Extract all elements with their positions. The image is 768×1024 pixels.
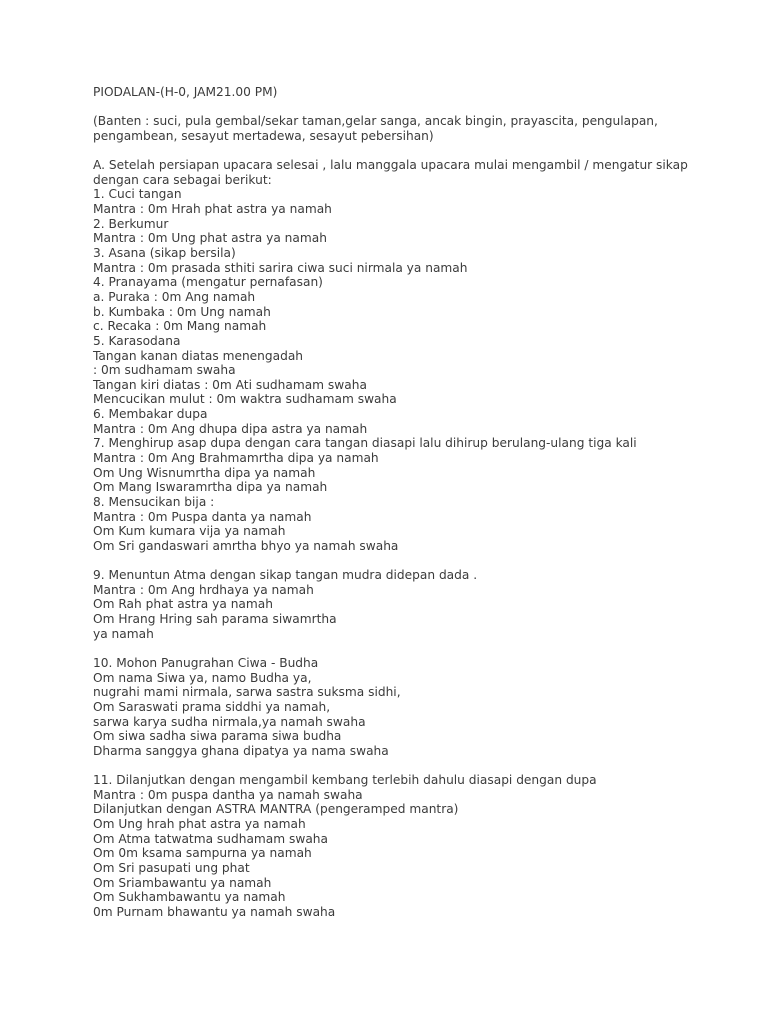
text-line: Tangan kanan diatas menengadah [93, 348, 304, 363]
text-line: Om Saraswati prama siddhi ya namah, [93, 699, 331, 714]
text-line: Mantra : 0m Puspa danta ya namah [93, 509, 312, 524]
text-line: 9. Menuntun Atma dengan sikap tangan mudra didepan dada . [93, 568, 478, 583]
text-line: Om Kum kumara vija ya namah [93, 524, 286, 539]
text-line: Mantra : 0m Ung phat astra ya namah [93, 231, 327, 246]
text-line: a. Puraka : 0m Ang namah [93, 289, 256, 304]
text-line: ya namah [93, 626, 154, 641]
text-line: Mantra : 0m Ang dhupa dipa astra ya namah [93, 421, 368, 436]
blank-line [93, 554, 733, 569]
text-line: 8. Mensucikan bija : [93, 494, 215, 509]
text-line: 4. Pranayama (mengatur pernafasan) [93, 275, 323, 290]
text-line: 6. Membakar dupa [93, 407, 208, 422]
text-line: sarwa karya sudha nirmala,ya namah swaha [93, 714, 366, 729]
text-line: Dilanjutkan dengan ASTRA MANTRA (pengeramped mantra) [93, 802, 459, 817]
blank-line [93, 758, 733, 773]
text-line: Om Atma tatwatma sudhamam swaha [93, 831, 328, 846]
text-line: pengambean, sesayut mertadewa, sesayut pebersihan) [93, 128, 434, 143]
text-line: Om Sri pasupati ung phat [93, 860, 250, 875]
text-line: Tangan kiri diatas : 0m Ati sudhamam swaha [93, 377, 367, 392]
text-line: PIODALAN-(H-0, JAM21.00 PM) [93, 85, 278, 99]
text-line: 3. Asana (sikap bersila) [93, 246, 236, 261]
blank-line [93, 641, 733, 656]
text-line: Om Sri gandaswari amrtha bhyo ya namah swaha [93, 538, 399, 553]
text-line: Om Sriambawantu ya namah [93, 875, 272, 890]
text-line: 5. Karasodana [93, 333, 181, 348]
text-line: Mantra : 0m Ang hrdhaya ya namah [93, 582, 314, 597]
text-line: c. Recaka : 0m Mang namah [93, 319, 267, 334]
text-line: Mencucikan mulut : 0m waktra sudhamam swaha [93, 392, 397, 407]
text-line: : 0m sudhamam swaha [93, 363, 236, 378]
text-line: Om Rah phat astra ya namah [93, 597, 273, 612]
text-line: Mantra : 0m puspa dantha ya namah swaha [93, 787, 363, 802]
text-line: 7. Menghirup asap dupa dengan cara tangan diasapi lalu dihirup berulang-ulang tiga kali [93, 436, 637, 451]
text-line: dengan cara sebagai berikut: [93, 172, 272, 187]
text-line: b. Kumbaka : 0m Ung namah [93, 304, 271, 319]
blank-line [93, 100, 733, 115]
blank-line [93, 144, 733, 159]
text-line: Om Ung hrah phat astra ya namah [93, 817, 306, 832]
text-line: A. Setelah persiapan upacara selesai , lalu manggala upacara mulai mengambil / mengatur sikap [93, 158, 688, 173]
text-line: 0m Purnam bhawantu ya namah swaha [93, 904, 336, 919]
text-line: Mantra : 0m Hrah phat astra ya namah [93, 202, 332, 217]
text-line: (Banten : suci, pula gembal/sekar taman,gelar sanga, ancak bingin, prayascita, pengulapan, [93, 114, 658, 129]
text-line: Om Ung Wisnumrtha dipa ya namah [93, 465, 316, 480]
text-line: Om siwa sadha siwa parama siwa budha [93, 729, 342, 744]
text-line: Om Mang Iswaramrtha dipa ya namah [93, 480, 328, 495]
text-line: 11. Dilanjutkan dengan mengambil kembang terlebih dahulu diasapi dengan dupa [93, 773, 597, 788]
text-line: Om Sukhambawantu ya namah [93, 890, 286, 905]
text-line: Om 0m ksama sampurna ya namah [93, 846, 312, 861]
text-line: Om Hrang Hring sah parama siwamrtha [93, 612, 337, 627]
text-line: nugrahi mami nirmala, sarwa sastra suksma sidhi, [93, 685, 401, 700]
text-line: 2. Berkumur [93, 216, 169, 231]
document-page [93, 85, 733, 920]
text-line: 1. Cuci tangan [93, 187, 182, 202]
text-line: 10. Mohon Panugrahan Ciwa - Budha [93, 655, 319, 670]
text-line: Dharma sanggya ghana dipatya ya nama swaha [93, 743, 389, 758]
text-line: Mantra : 0m Ang Brahmamrtha dipa ya namah [93, 451, 379, 466]
text-line: Mantra : 0m prasada sthiti sarira ciwa suci nirmala ya namah [93, 260, 468, 275]
text-line: Om nama Siwa ya, namo Budha ya, [93, 670, 312, 685]
